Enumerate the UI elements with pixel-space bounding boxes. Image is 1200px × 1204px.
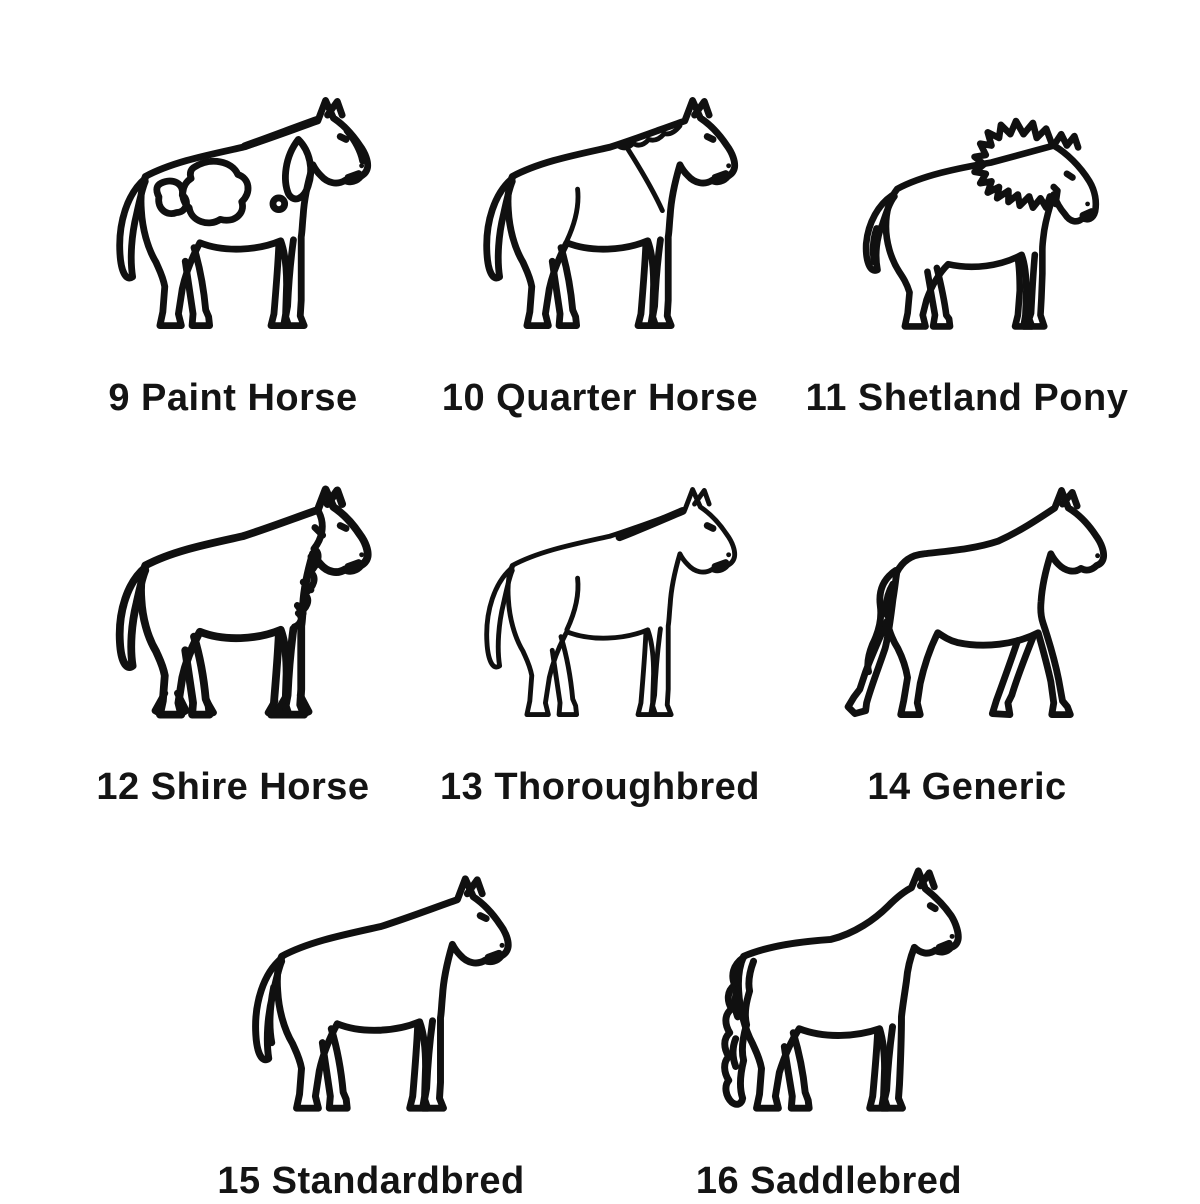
figure-generic <box>802 469 1132 810</box>
figure-label-shire-horse: 12 Shire Horse <box>96 766 370 808</box>
horse-outline <box>487 489 735 714</box>
figure-shetland-pony <box>802 89 1132 421</box>
horse-outline <box>487 100 735 325</box>
figure-quarter-horse <box>435 80 765 421</box>
shire-long-mane <box>294 512 322 627</box>
horse-mane <box>245 120 317 146</box>
chart-row-3 <box>68 858 1132 1204</box>
figure-thoroughbred <box>435 469 765 810</box>
figure-label-saddlebred: 16 Saddlebred <box>695 1160 963 1202</box>
figure-label-quarter-horse: 10 Quarter Horse <box>441 377 759 419</box>
figure-label-shetland-pony: 11 Shetland Pony <box>805 377 1129 419</box>
shetland-pony-line-drawing <box>816 89 1118 349</box>
horse-outline <box>848 490 1104 714</box>
figure-label-generic: 14 Generic <box>867 766 1067 808</box>
horse-mane <box>619 511 682 537</box>
figure-shire-horse <box>68 469 398 810</box>
horse-outline <box>738 871 958 1108</box>
chart-row-1 <box>68 80 1132 421</box>
figure-label-thoroughbred: 13 Thoroughbred <box>440 766 760 808</box>
figure-label-standardbred: 15 Standardbred <box>217 1160 525 1202</box>
shire-horse-line-drawing <box>77 469 389 738</box>
generic-horse-line-drawing <box>811 469 1123 738</box>
figure-saddlebred <box>664 858 994 1204</box>
figure-standardbred <box>206 858 536 1204</box>
horse-face-details <box>1095 553 1100 558</box>
horse-body-details <box>567 148 663 241</box>
horse-outline <box>120 489 368 714</box>
quarter-horse-line-drawing <box>444 80 756 349</box>
paint-horse-line-drawing <box>77 80 389 349</box>
figure-label-paint-horse: 9 Paint Horse <box>108 377 358 419</box>
chart-row-2 <box>68 469 1132 810</box>
horse-outline <box>256 879 509 1108</box>
figure-paint-horse <box>68 80 398 421</box>
standardbred-line-drawing <box>212 858 530 1132</box>
saddlebred-line-drawing <box>670 858 988 1132</box>
thoroughbred-line-drawing <box>444 469 756 738</box>
